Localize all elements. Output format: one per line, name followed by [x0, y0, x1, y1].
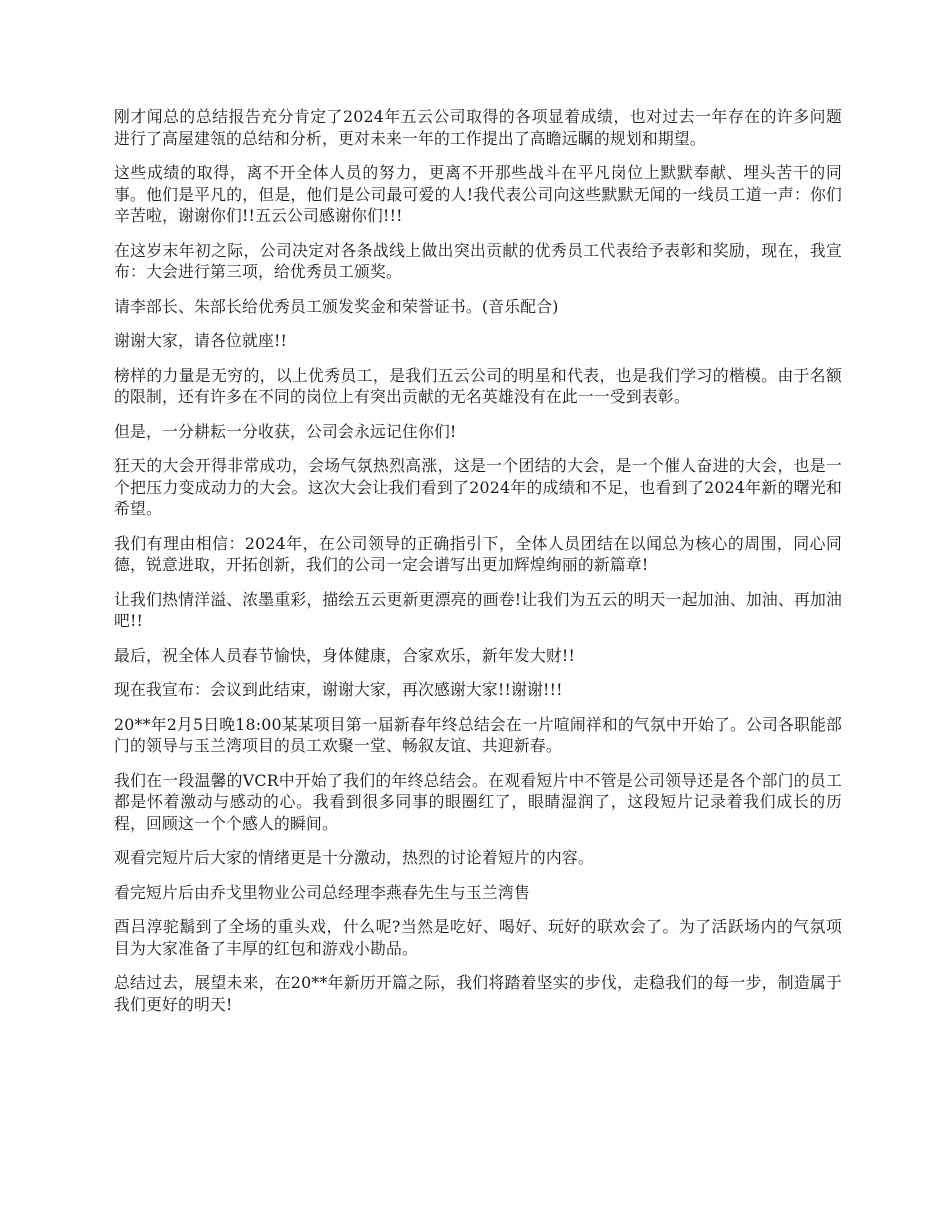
paragraph-14: 我们在一段温馨的VCR中开始了我们的年终总结会。在观看短片中不管是公司领导还是各个部门的员工都是怀着激动与感动的心。我看到很多同事的眼圈红了，眼睛湿润了，这段短片记录着我们成长的历程，回顾这一个个感人的瞬间。: [114, 770, 842, 833]
paragraph-4: 请李部长、朱部长给优秀员工颁发奖金和荣誉证书。(音乐配合): [114, 296, 559, 316]
paragraph-15: 观看完短片后大家的情绪更是十分激动，热烈的讨论着短片的内容。: [114, 848, 594, 867]
paragraph-3: 在这岁末年初之际，公司决定对各条战线上做出突出贡献的优秀员工代表给予表彰和奖励，现在，我宣布：大会进行第三项，给优秀员工颁奖。: [114, 240, 842, 281]
document-page: [114, 106, 842, 1028]
paragraph-9: 我们有理由相信：2024年，在公司领导的正确指引下，全体人员团结在以闻总为核心的周围，同心同德，锐意进取，开拓创新，我们的公司一定会谱写出更加辉煌绚丽的新篇章!: [114, 533, 842, 574]
paragraph-11: 最后，祝全体人员春节愉快，身体健康，合家欢乐，新年发大财!!: [114, 645, 576, 665]
paragraph-17: 酉吕淳驼鬍到了全场的重头戏，什么呢?当然是吃好、喝好、玩好的联欢会了。为了活跃场内的气氛项目为大家准备了丰厚的红包和游戏小勘品。: [114, 917, 842, 958]
paragraph-5: 谢谢大家，请各位就座!!: [114, 331, 288, 350]
paragraph-8: 狂天的大会开得非常成功，会场气氛热烈高涨，这是一个团结的大会，是一个催人奋进的大会，也是一个把压力变成动力的大会。这次大会让我们看到了2024年的成绩和不足，也看到了2024年新的曙光和希望。: [114, 456, 842, 518]
paragraph-6: 榜样的力量是无穷的，以上优秀员工，是我们五云公司的明星和代表，也是我们学习的楷模。由于名额的限制，还有许多在不同的岗位上有突出贡献的无名英雄没有在此一一受到表彰。: [114, 365, 842, 406]
paragraph-12: 现在我宣布：会议到此结束，谢谢大家，再次感谢大家!!谢谢!!!: [114, 680, 563, 699]
paragraph-18: 总结过去，展望未来，在20**年新历开篇之际，我们将踏着坚实的步伐，走稳我们的每一步，制造属于我们更好的明天!: [114, 973, 842, 1014]
paragraph-2: 这些成绩的取得，离不开全体人员的努力，更离不开那些战斗在平凡岗位上默默奉献、埋头苦干的同事。他们是平凡的，但是，他们是公司最可爱的人!我代表公司向这些默默无闻的一线员工道一声：你们辛苦啦，谢谢你们!!五云公司感谢你们!!!: [114, 163, 842, 225]
paragraph-1: 刚才闻总的总结报告充分肯定了2024年五云公司取得的各项显着成绩，也对过去一年存在的许多问题进行了高屋建瓴的总结和分析，更对未来一年的工作提出了高瞻远瞩的规划和期望。: [114, 107, 842, 148]
paragraph-13: 20**年2月5日晚18:00某某项目第一届新春年终总结会在一片喧闹祥和的气氛中开始了。公司各职能部门的领导与玉兰湾项目的员工欢聚一堂、畅叙友谊、共迎新春。: [114, 714, 842, 755]
paragraph-10: 让我们热情洋溢、浓墨重彩，描绘五云更新更漂亮的画卷!让我们为五云的明天一起加油、加油、再加油吧!!: [114, 589, 842, 630]
paragraph-7: 但是，一分耕耘一分收获，公司会永远记住你们!: [114, 421, 457, 441]
paragraph-16: 看完短片后由乔戈里物业公司总经理李燕春先生与玉兰湾售: [114, 882, 530, 902]
